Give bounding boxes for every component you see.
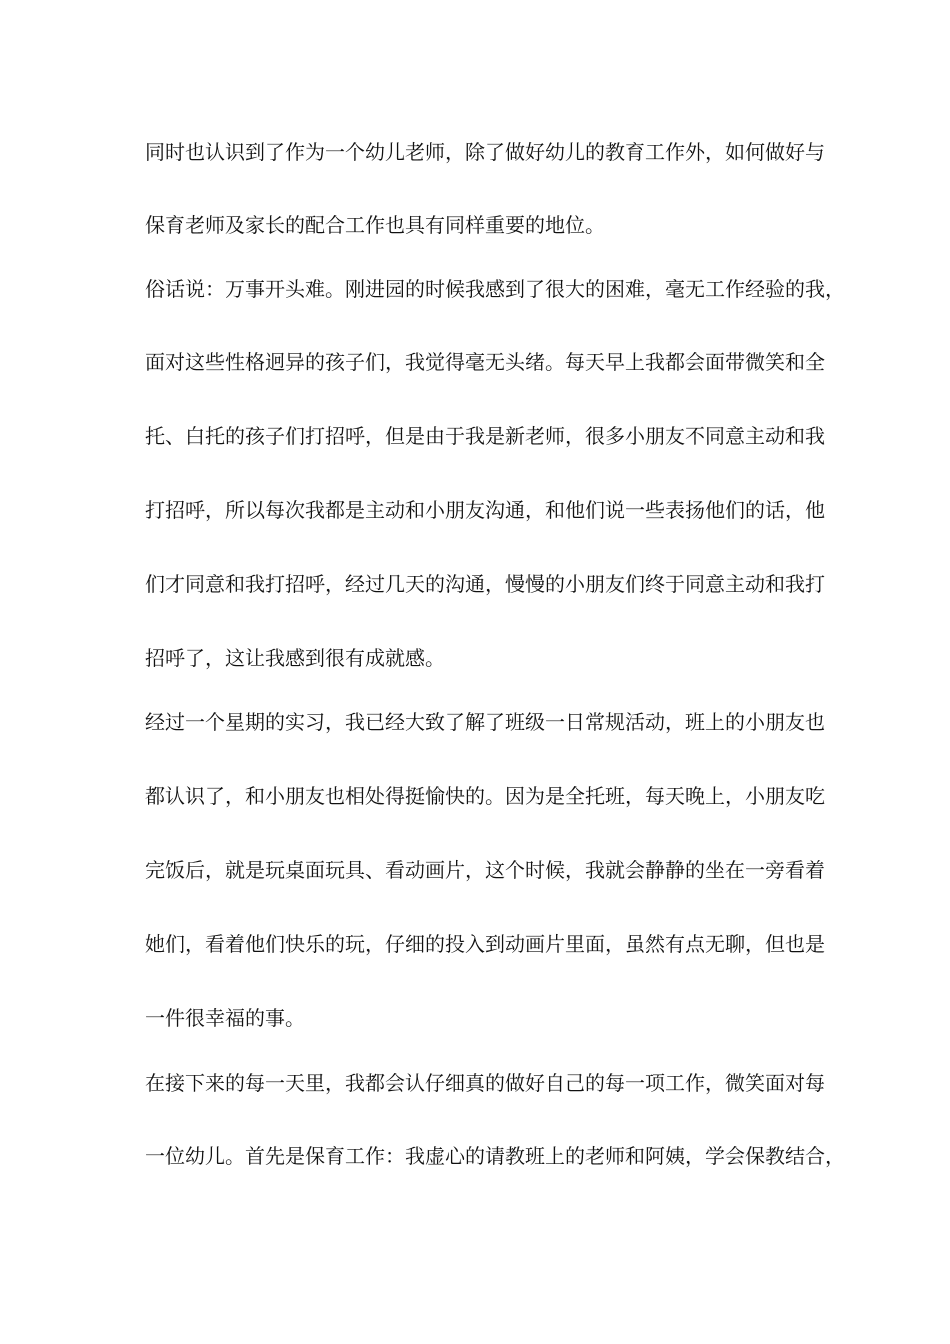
- text-line: 完饭后，就是玩桌面玩具、看动画片，这个时候，我就会静静的坐在一旁看着: [145, 858, 825, 882]
- text-line: 面对这些性格迥异的孩子们，我觉得毫无头绪。每天早上我都会面带微笑和全: [145, 350, 825, 374]
- text-line: 都认识了，和小朋友也相处得挺愉快的。因为是全托班，每天晚上，小朋友吃: [145, 784, 825, 808]
- text-line: 招呼了，这让我感到很有成就感。: [145, 646, 445, 670]
- text-line: 同时也认识到了作为一个幼儿老师，除了做好幼儿的教育工作外，如何做好与: [145, 140, 825, 164]
- text-line: 俗话说：万事开头难。刚进园的时候我感到了很大的困难，毫无工作经验的我，: [145, 277, 845, 301]
- text-line: 她们，看着他们快乐的玩，仔细的投入到动画片里面，虽然有点无聊，但也是: [145, 932, 825, 956]
- text-line: 经过一个星期的实习，我已经大致了解了班级一日常规活动，班上的小朋友也: [145, 710, 825, 734]
- text-line: 们才同意和我打招呼，经过几天的沟通，慢慢的小朋友们终于同意主动和我打: [145, 572, 825, 596]
- text-line: 在接下来的每一天里，我都会认仔细真的做好自己的每一项工作，微笑面对每: [145, 1071, 825, 1095]
- text-line: 一位幼儿。首先是保育工作：我虚心的请教班上的老师和阿姨，学会保教结合，: [145, 1144, 845, 1168]
- text-line: 打招呼，所以每次我都是主动和小朋友沟通，和他们说一些表扬他们的话，他: [145, 498, 825, 522]
- text-line: 保育老师及家长的配合工作也具有同样重要的地位。: [145, 213, 605, 237]
- text-line: 一件很幸福的事。: [145, 1006, 305, 1030]
- text-line: 托、白托的孩子们打招呼，但是由于我是新老师，很多小朋友不同意主动和我: [145, 424, 825, 448]
